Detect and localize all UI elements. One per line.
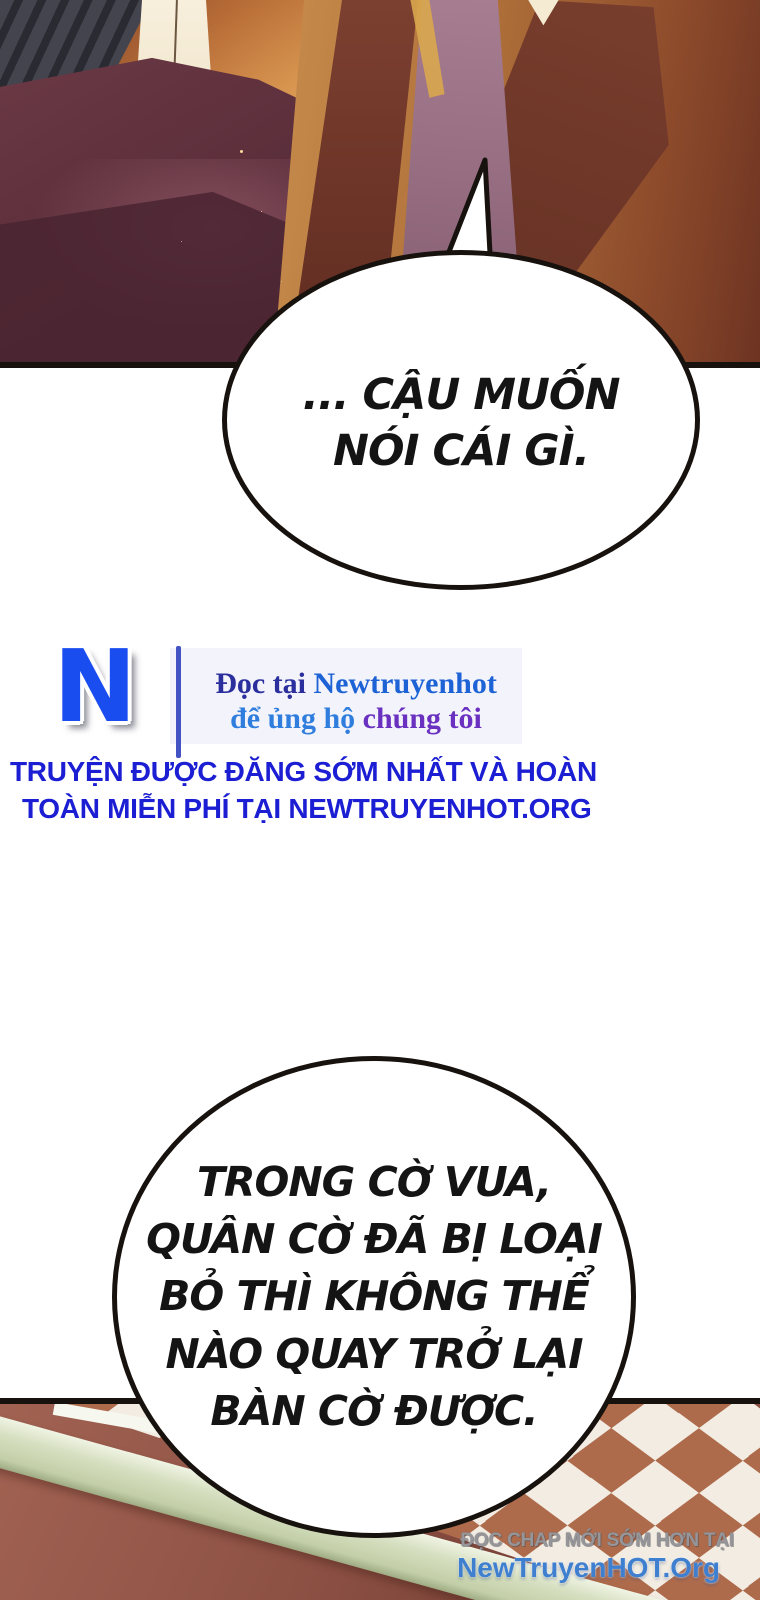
credit-line-2-suffix: chúng tôi bbox=[362, 702, 482, 735]
promo-line-2: TOÀN MIỄN PHÍ TẠI NEWTRUYENHOT.ORG bbox=[22, 793, 592, 824]
footer-watermark-caption: ĐỌC CHAP MỚI SỚM HƠN TẠI bbox=[460, 1530, 734, 1551]
speech-bubble-2-text bbox=[146, 1154, 602, 1441]
speech-bubble-1-text bbox=[303, 368, 620, 480]
speech-bubble-1 bbox=[222, 250, 700, 590]
speech-bubble-2 bbox=[112, 1056, 636, 1538]
speech-line: TRONG CỜ VUA, bbox=[196, 1157, 552, 1206]
speech-line: QUÂN CỜ ĐÃ BỊ LOẠI bbox=[146, 1214, 602, 1263]
credit-line-2-prefix: để ủng hộ bbox=[230, 702, 363, 735]
credit-line-1-prefix: Đọc tại bbox=[215, 667, 314, 700]
credit-separator-line bbox=[176, 646, 181, 758]
credit-line-2 bbox=[190, 701, 522, 736]
promo-line-1: TRUYỆN ĐƯỢC ĐĂNG SỚM NHẤT VÀ HOÀN bbox=[10, 756, 597, 787]
speech-line: NÀO QUAY TRỞ LẠI bbox=[165, 1329, 583, 1378]
ember-sparkles-art bbox=[240, 150, 243, 153]
newtruyenhot-logo: N bbox=[53, 628, 137, 745]
speech-line: NÓI CÁI GÌ. bbox=[333, 426, 589, 476]
speech-line: BÀN CỜ ĐƯỢC. bbox=[210, 1387, 538, 1436]
speech-line: ... CẬU MUỐN bbox=[302, 370, 620, 421]
speech-line: BỎ THÌ KHÔNG THỂ bbox=[159, 1272, 589, 1321]
credit-line-1-sitename: Newtruyenhot bbox=[313, 667, 497, 700]
credit-text bbox=[190, 666, 522, 736]
footer-watermark-sitename: NewTruyenHOT.Org bbox=[457, 1552, 720, 1583]
credit-line-1 bbox=[190, 666, 522, 701]
